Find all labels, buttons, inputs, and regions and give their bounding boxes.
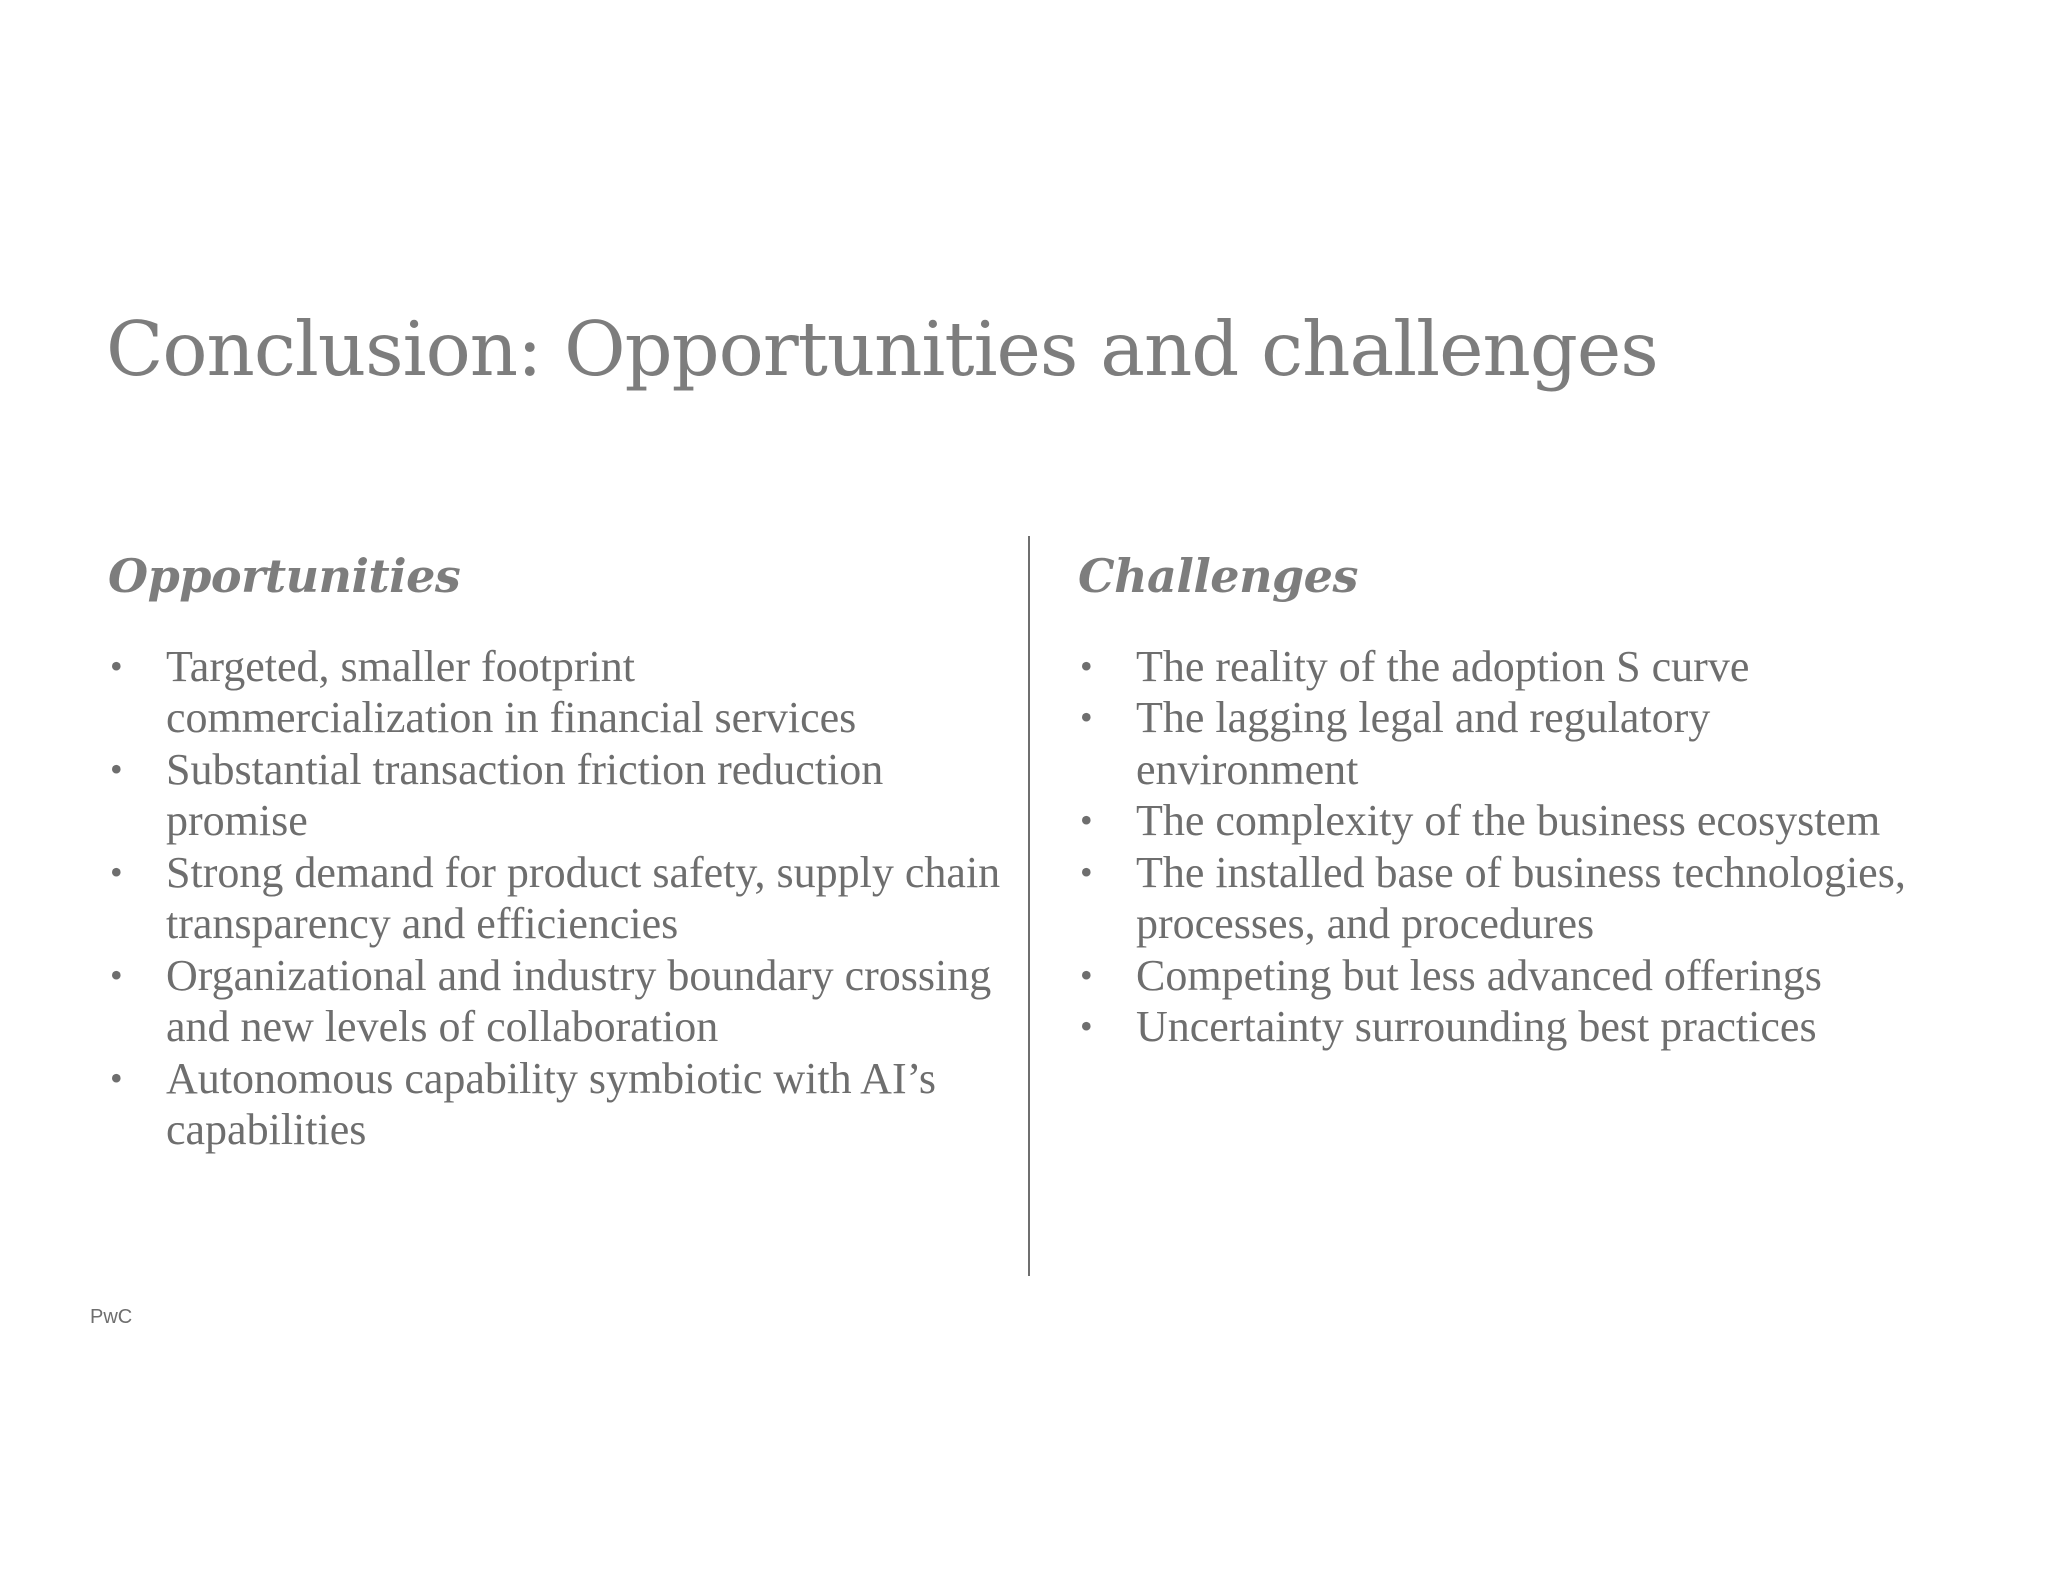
- list-item: [1078, 1001, 2036, 1053]
- bullet-icon: •: [1080, 851, 1093, 892]
- bullet-icon: •: [1080, 697, 1093, 738]
- bullet-icon: •: [110, 851, 123, 892]
- opportunities-column: [108, 550, 1008, 1156]
- bullet-icon: •: [1080, 954, 1093, 995]
- bullet-icon: •: [1080, 645, 1093, 686]
- list-item: [1078, 692, 1856, 795]
- footer-brand: PwC: [90, 1306, 133, 1328]
- list-item-text: The lagging legal and regulatory environment: [1136, 693, 1711, 794]
- bullet-icon: •: [110, 748, 123, 789]
- list-item-text: Substantial transaction friction reduction promise: [166, 744, 884, 846]
- list-item: [108, 847, 1006, 950]
- list-item-text: Strong demand for product safety, supply chain transparency and efficiencies: [166, 847, 1001, 949]
- bullet-icon: •: [1080, 800, 1093, 841]
- list-item: [1078, 847, 2016, 950]
- slide-title: Conclusion: Opportunities and challenges: [106, 305, 1658, 393]
- list-item-text: The complexity of the business ecosystem: [1136, 796, 1881, 846]
- list-item: [1078, 950, 2036, 1002]
- challenges-column: [1078, 550, 1978, 1053]
- opportunities-list: [108, 641, 1008, 1156]
- list-item-text: Competing but less advanced offerings: [1136, 950, 1822, 1000]
- bullet-icon: •: [1080, 1006, 1093, 1047]
- bullet-icon: •: [110, 645, 123, 686]
- list-item-text: Organizational and industry boundary crossing and new levels of collaboration: [166, 950, 992, 1052]
- challenges-heading: Challenges: [1078, 549, 1358, 603]
- list-item-text: The installed base of business technologies, processes, and procedures: [1136, 847, 1906, 949]
- list-item: [1078, 795, 2036, 847]
- bullet-icon: •: [110, 954, 123, 995]
- opportunities-heading: Opportunities: [108, 549, 461, 603]
- list-item-text: The reality of the adoption S curve: [1136, 641, 1750, 691]
- list-item: [1078, 641, 2036, 693]
- list-item: [108, 641, 966, 744]
- bullet-icon: •: [110, 1057, 123, 1098]
- list-item-text: Autonomous capability symbiotic with AI’s capabilities: [166, 1053, 936, 1155]
- challenges-list: [1078, 641, 1978, 1053]
- list-item: [108, 744, 1006, 847]
- list-item-text: Uncertainty surrounding best practices: [1136, 1002, 1817, 1052]
- column-divider: [1028, 536, 1030, 1276]
- list-item: [108, 950, 1006, 1053]
- list-item-text: Targeted, smaller footprint commercialization in financial services: [166, 641, 857, 743]
- list-item: [108, 1053, 1046, 1156]
